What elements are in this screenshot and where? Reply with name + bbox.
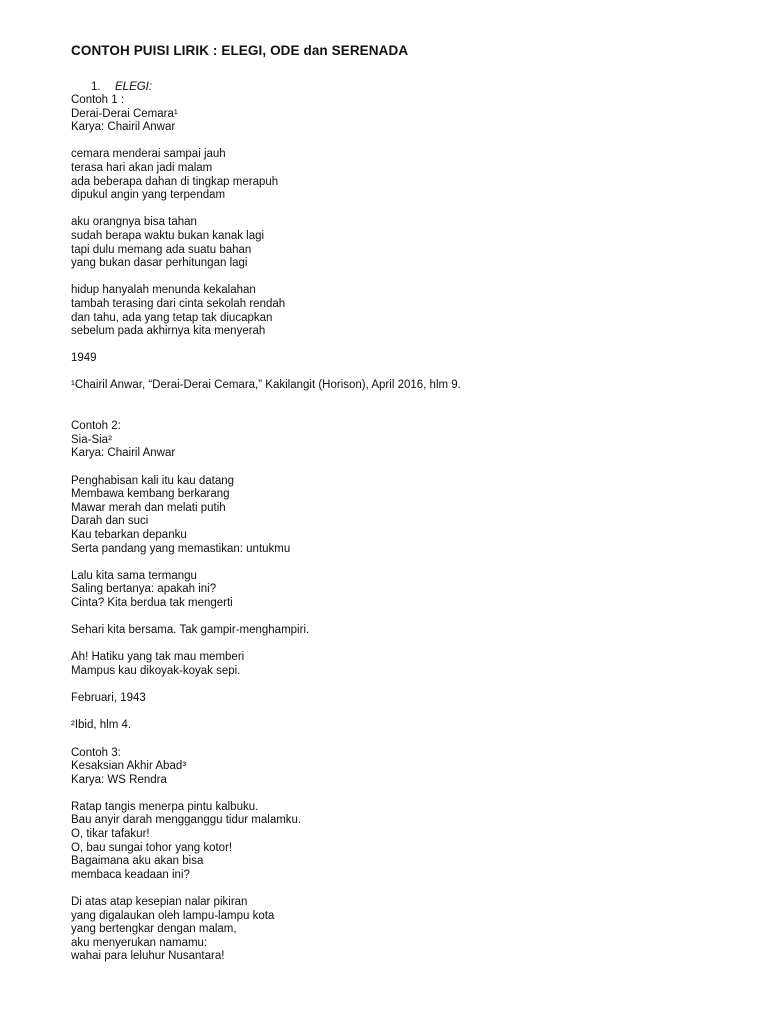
poem-line: Serta pandang yang memastikan: untukmu: [71, 542, 291, 555]
document-title: CONTOH PUISI LIRIK : ELEGI, ODE dan SERENADA: [71, 43, 409, 58]
poem-line: Mampus kau dikoyak-koyak sepi.: [71, 664, 241, 677]
poem-title: Sia-Sia²: [71, 433, 112, 446]
poem-line: yang bertengkar dengan malam,: [71, 923, 237, 936]
example-label: Contoh 2:: [71, 420, 121, 433]
stanza: [71, 475, 768, 557]
poem-line: aku orangnya bisa tahan: [71, 216, 197, 229]
poem-line: cemara menderai sampai jauh: [71, 148, 226, 161]
poem-line: yang bukan dasar perhitungan lagi: [71, 257, 248, 270]
poem-line: Cinta? Kita berdua tak mengerti: [71, 596, 233, 609]
stanza: [71, 896, 768, 964]
poem-line: Bagaimana aku akan bisa: [71, 855, 204, 868]
poem-line: Membawa kembang berkarang: [71, 488, 230, 501]
poem-line: Kau tebarkan depanku: [71, 529, 187, 541]
example-label: Contoh 3:: [71, 746, 121, 759]
poem-line: wahai para leluhur Nusantara!: [71, 950, 225, 963]
stanza: [71, 216, 768, 270]
poem-line: Darah dan suci: [71, 515, 149, 528]
stanza: [71, 651, 768, 678]
poem-line: terasa hari akan jadi malam: [71, 161, 213, 174]
poem-line: Ah! Hatiku yang tak mau memberi: [71, 651, 245, 664]
poem-line: tapi dulu memang ada suatu bahan: [71, 243, 252, 256]
poem-line: hidup hanyalah menunda kekalahan: [71, 284, 256, 297]
stanza: [71, 801, 768, 883]
poem-line: Di atas atap kesepian nalar pikiran: [71, 896, 248, 909]
poem-line: O, bau sungai tohor yang kotor!: [71, 841, 233, 854]
poem-author: Karya: Chairil Anwar: [71, 121, 176, 134]
poem-author: Karya: Chairil Anwar: [71, 447, 176, 460]
poem-line: O, tikar tafakur!: [71, 828, 150, 841]
footnote: ¹Chairil Anwar, “Derai-Derai Cemara,” Kakilangit (Horison), April 2016, hlm 9.: [71, 379, 461, 392]
poem-line: Lalu kita sama termangu: [71, 569, 197, 582]
poem-line: yang digalaukan oleh lampu-lampu kota: [71, 909, 275, 922]
section-number: 1.: [91, 81, 101, 93]
poem-title: Kesaksian Akhir Abad³: [71, 760, 187, 773]
poem-line: membaca keadaan ini?: [71, 868, 190, 881]
poem-line: Saling bertanya: apakah ini?: [71, 583, 217, 596]
stanza: [71, 624, 768, 638]
poem-line: Mawar merah dan melati putih: [71, 501, 226, 514]
example-1: [71, 94, 768, 393]
poem-line: tambah terasing dari cinta sekolah rendah: [71, 297, 286, 310]
poem-year: 1949: [71, 352, 97, 365]
poem-line: Penghabisan kali itu kau datang: [71, 474, 235, 487]
poem-line: sebelum pada akhirnya kita menyerah: [71, 325, 266, 338]
poem-line: Ratap tangis menerpa pintu kalbuku.: [71, 800, 259, 813]
poem-line: dipukul angin yang terpendam: [71, 189, 226, 202]
footnote: ²Ibid, hlm 4.: [71, 719, 132, 732]
poem-line: aku menyerukan namamu:: [71, 936, 208, 949]
poem-title: Derai-Derai Cemara¹: [71, 107, 178, 120]
example-3: [71, 747, 768, 965]
example-label: Contoh 1 :: [71, 94, 125, 106]
poem-line: Sehari kita bersama. Tak gampir-menghampiri.: [71, 624, 310, 637]
stanza: [71, 570, 768, 611]
poem-date: Februari, 1943: [71, 692, 146, 705]
poem-line: Bau anyir darah mengganggu tidur malamku.: [71, 814, 302, 827]
poem-line: dan tahu, ada yang tetap tak diucapkan: [71, 311, 273, 324]
stanza: [71, 148, 768, 202]
poem-author: Karya: WS Rendra: [71, 773, 167, 786]
poem-line: sudah berapa waktu bukan kanak lagi: [71, 229, 265, 242]
section-heading: [71, 80, 768, 94]
poem-line: ada beberapa dahan di tingkap merapuh: [71, 175, 279, 188]
section-label: ELEGI:: [115, 81, 153, 93]
stanza: [71, 284, 768, 338]
example-2: [71, 420, 768, 733]
